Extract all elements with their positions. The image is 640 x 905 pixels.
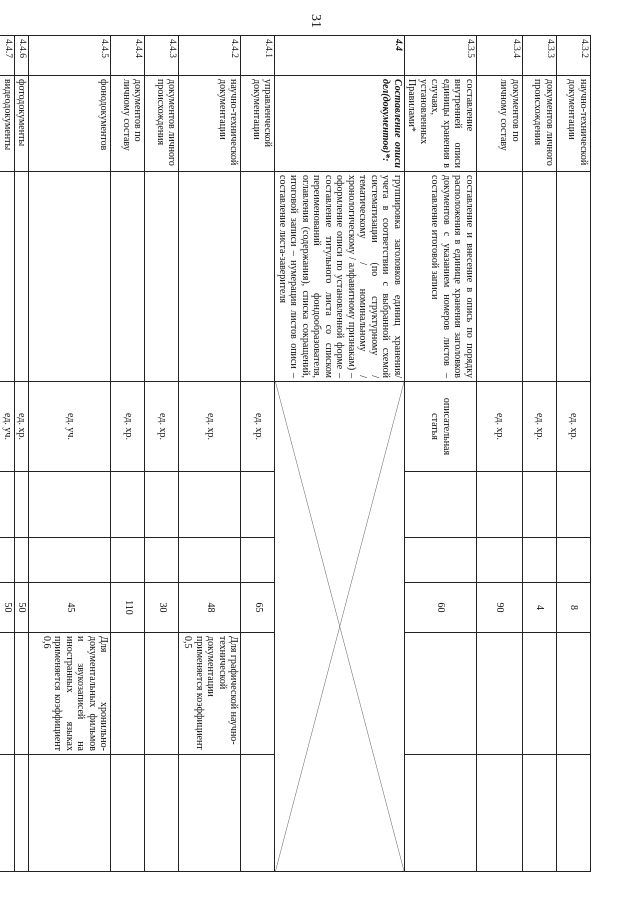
cell-col6 bbox=[15, 538, 30, 583]
cell-number: 4.3.3 bbox=[523, 36, 557, 76]
cell-number: 4.4.3 bbox=[145, 36, 179, 76]
cell-extra bbox=[477, 755, 523, 872]
cell-col6 bbox=[523, 538, 557, 583]
cell-number: 4.3.5 bbox=[405, 36, 477, 76]
table-row bbox=[145, 36, 179, 872]
table-row bbox=[557, 36, 591, 872]
cell-name: документов личного происхождения bbox=[523, 76, 557, 172]
cell-note bbox=[557, 633, 591, 755]
cell-extra bbox=[557, 755, 591, 872]
cell-number: 4.4.4 bbox=[111, 36, 145, 76]
cell-extra bbox=[29, 755, 111, 872]
cell-unit: ед. хр. bbox=[477, 382, 523, 472]
crossed-out-cell bbox=[275, 382, 405, 872]
cell-col6 bbox=[179, 538, 241, 583]
page-number: 31 bbox=[308, 14, 323, 28]
cell-content: группировка заголовков единиц хранения/учета в соответствии с выбранной схемой систематизации (по структурному / тематическому / номинальному / хронологическому / алфавитному признакам) – оформление описи по установленной форме – составление титульного листа со списком переименований фондообразователя, оглавления (содержания), списка сокращений, итоговой записи – нумерация листов описи – составление листа-заверителя bbox=[275, 172, 405, 382]
cell-note bbox=[477, 633, 523, 755]
cell-extra bbox=[241, 755, 275, 872]
cell-number: 4.4.2 bbox=[179, 36, 241, 76]
cell-note bbox=[405, 633, 477, 755]
table-row bbox=[241, 36, 275, 872]
cell-col6 bbox=[477, 538, 523, 583]
cell-col5 bbox=[111, 472, 145, 538]
norms-table bbox=[0, 35, 591, 872]
cell-name: документов по личному составу bbox=[477, 76, 523, 172]
cell-col6 bbox=[29, 538, 111, 583]
cell-note bbox=[0, 633, 15, 755]
cell-col5 bbox=[145, 472, 179, 538]
cell-col5 bbox=[523, 472, 557, 538]
cell-name: документов личного происхождения bbox=[145, 76, 179, 172]
cell-name: фотодокументы bbox=[15, 76, 30, 172]
cell-name: Составление описи дел(документов)*: bbox=[275, 76, 405, 172]
cell-col6 bbox=[145, 538, 179, 583]
cell-name: документов по личному составу bbox=[111, 76, 145, 172]
cell-number: 4.4.7 bbox=[0, 36, 15, 76]
cell-content bbox=[29, 172, 111, 382]
cell-col6 bbox=[0, 538, 15, 583]
cell-col6 bbox=[557, 538, 591, 583]
cell-col7: 50 bbox=[0, 583, 15, 633]
cell-col7: 110 bbox=[111, 583, 145, 633]
cell-unit: ед. хр. bbox=[523, 382, 557, 472]
cell-content bbox=[145, 172, 179, 382]
cell-note bbox=[15, 633, 30, 755]
cell-extra bbox=[523, 755, 557, 872]
cell-unit: ед. хр. bbox=[15, 382, 30, 472]
table-row bbox=[275, 36, 405, 872]
cell-unit: ед. уч. bbox=[29, 382, 111, 472]
cell-col7: 48 bbox=[179, 583, 241, 633]
cell-col5 bbox=[477, 472, 523, 538]
cell-col6 bbox=[111, 538, 145, 583]
cross-lines-icon bbox=[276, 382, 405, 871]
cell-col7: 8 bbox=[557, 583, 591, 633]
cell-note bbox=[145, 633, 179, 755]
rotated-table-wrapper bbox=[2, 35, 591, 871]
cell-number: 4.4 bbox=[275, 36, 405, 76]
cell-note: Для хронильно-документальных фильмов и звукозаписей на иностранных языках применяется коэффициент 0,6 bbox=[29, 633, 111, 755]
page-number-area bbox=[0, 14, 640, 30]
cell-col5 bbox=[241, 472, 275, 538]
table-row bbox=[29, 36, 111, 872]
cell-content bbox=[523, 172, 557, 382]
cell-col7: 45 bbox=[29, 583, 111, 633]
table-row bbox=[405, 36, 477, 872]
cell-extra bbox=[111, 755, 145, 872]
cell-col5 bbox=[405, 472, 477, 538]
cell-content: составление и внесение в опись по порядку расположения в единице хранения заголовков документов с указанием номеров листов – составление итоговой записи bbox=[405, 172, 477, 382]
cell-col6 bbox=[405, 538, 477, 583]
cell-note bbox=[241, 633, 275, 755]
cell-extra bbox=[15, 755, 30, 872]
cell-col5 bbox=[15, 472, 30, 538]
cell-note bbox=[523, 633, 557, 755]
cell-name: составление внутренней описи единицы хранения в случаях, установленных Правилами* bbox=[405, 76, 477, 172]
table-row bbox=[523, 36, 557, 872]
cell-extra bbox=[145, 755, 179, 872]
cell-note: Для графической научно-технической документации применяется коэффициент 0,5 bbox=[179, 633, 241, 755]
table-row bbox=[111, 36, 145, 872]
cell-name: научно-технической документации bbox=[179, 76, 241, 172]
cell-unit: ед. хр. bbox=[241, 382, 275, 472]
cell-col7: 65 bbox=[241, 583, 275, 633]
cell-content bbox=[241, 172, 275, 382]
cell-content bbox=[15, 172, 30, 382]
cell-col7: 4 bbox=[523, 583, 557, 633]
cell-extra bbox=[179, 755, 241, 872]
cell-unit: ед. хр. bbox=[179, 382, 241, 472]
cell-col6 bbox=[241, 538, 275, 583]
cell-number: 4.4.1 bbox=[241, 36, 275, 76]
cell-number: 4.4.6 bbox=[15, 36, 30, 76]
cell-content bbox=[179, 172, 241, 382]
table-row bbox=[477, 36, 523, 872]
cell-content bbox=[477, 172, 523, 382]
cell-col7: 60 bbox=[405, 583, 477, 633]
cell-col7: 30 bbox=[145, 583, 179, 633]
cell-number: 4.3.2 bbox=[557, 36, 591, 76]
document-area bbox=[2, 35, 591, 871]
cell-extra bbox=[0, 755, 15, 872]
cell-content bbox=[557, 172, 591, 382]
cell-name: видеодокументы bbox=[0, 76, 15, 172]
cell-col7: 90 bbox=[477, 583, 523, 633]
table-row bbox=[0, 36, 15, 872]
cell-content bbox=[0, 172, 15, 382]
cell-extra bbox=[405, 755, 477, 872]
cell-col5 bbox=[557, 472, 591, 538]
cell-number: 4.4.5 bbox=[29, 36, 111, 76]
cell-content bbox=[111, 172, 145, 382]
cell-name: управленческой документации bbox=[241, 76, 275, 172]
cell-name: научно-технической документации bbox=[557, 76, 591, 172]
cell-unit: описательная статья bbox=[405, 382, 477, 472]
cell-unit: ед. хр. bbox=[145, 382, 179, 472]
cell-note bbox=[111, 633, 145, 755]
cell-unit: ед. хр. bbox=[111, 382, 145, 472]
table-row bbox=[15, 36, 30, 872]
cell-col5 bbox=[179, 472, 241, 538]
cell-col5 bbox=[29, 472, 111, 538]
cell-number: 4.3.4 bbox=[477, 36, 523, 76]
cell-col5 bbox=[0, 472, 15, 538]
cell-name: фонодокументов bbox=[29, 76, 111, 172]
cell-unit: ед. хр. bbox=[557, 382, 591, 472]
cell-unit: ед. уч. bbox=[0, 382, 15, 472]
table-row bbox=[179, 36, 241, 872]
cell-col7: 50 bbox=[15, 583, 30, 633]
